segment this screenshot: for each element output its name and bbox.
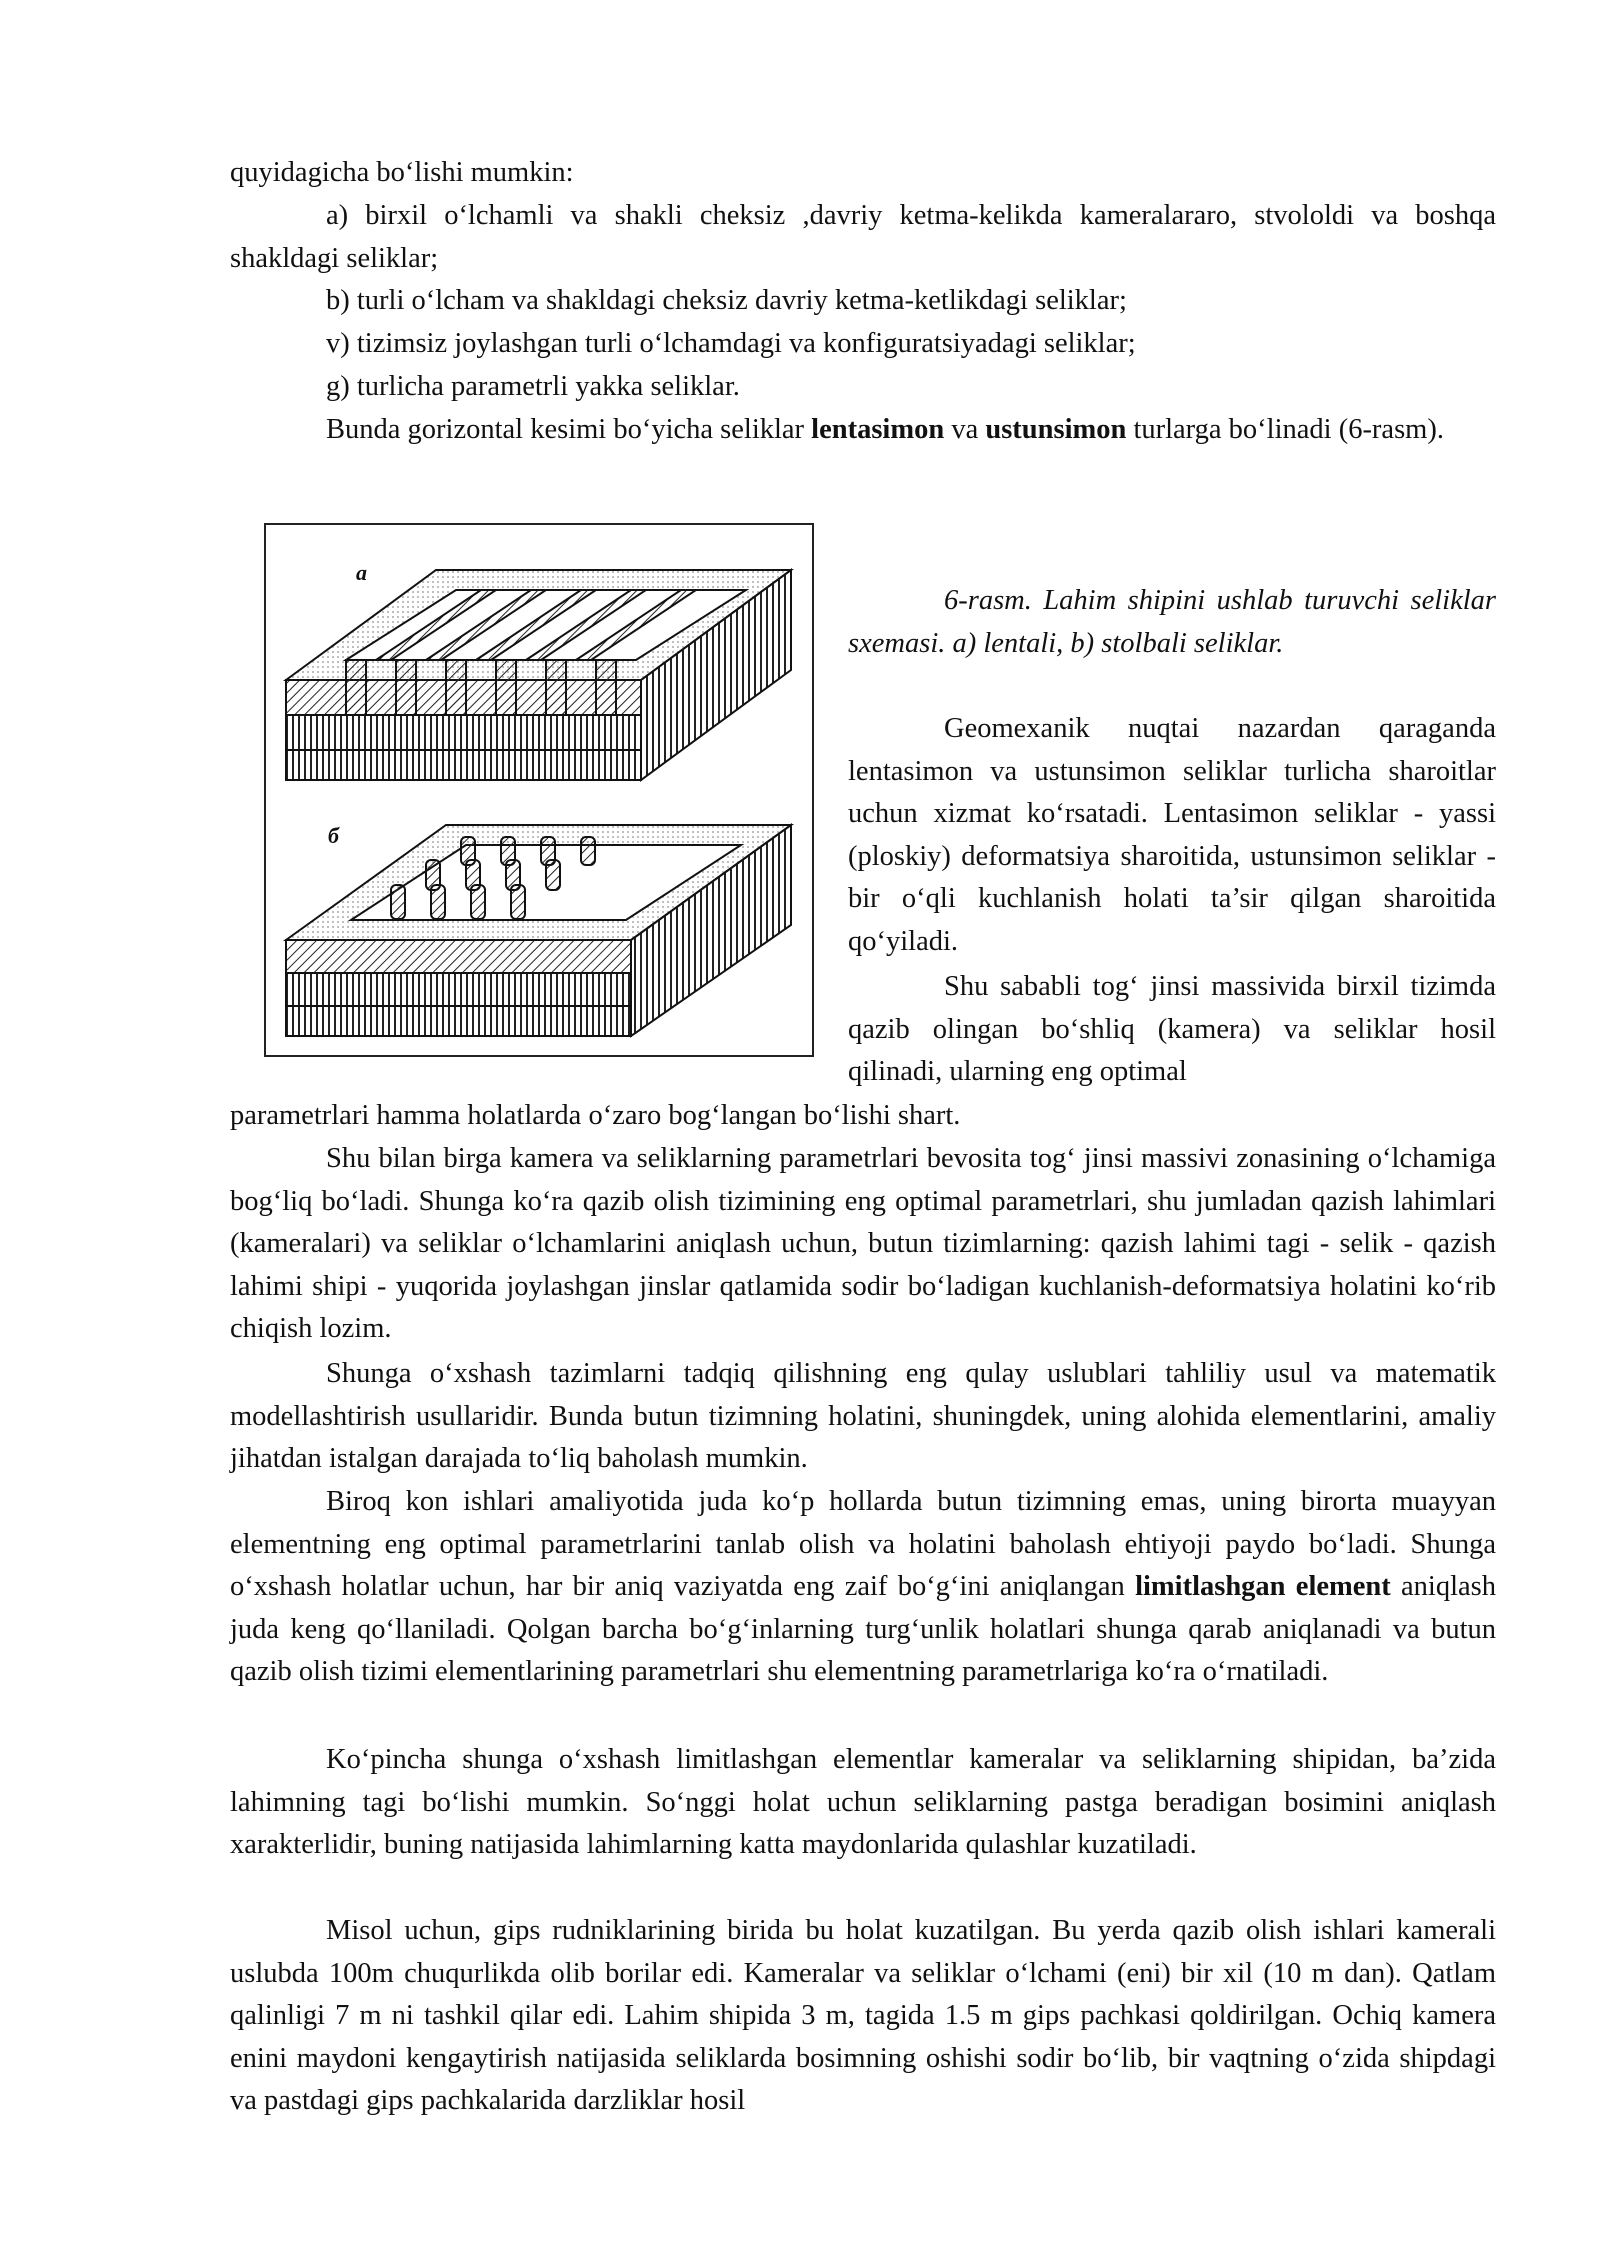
list-item-b: b) turli o‘lcham va shakldagi cheksiz davriy ketma-ketlikdagi seliklar;	[326, 285, 1127, 316]
paragraph-same-system-right: Shu sababli tog‘ jinsi massivida birxil tizimda qazib olingan bo‘shliq (kamera) va seliklar hosil qilinadi, ularning eng optimal	[848, 971, 1496, 1087]
figure-caption: 6-rasm. Lahim shipini ushlab turuvchi seliklar sxemasi. a) lentali, b) stolbali seliklar.	[848, 585, 1496, 659]
intro-line: quyidagicha bo‘lishi mumkin:	[230, 157, 574, 188]
paragraph-geomechanics: Geomexanik nuqtai nazardan qaraganda lentasimon va ustunsimon seliklar turlicha sharoitlar uchun xizmat ko‘rsatadi. Lentasimon seliklar - yassi (ploskiy) deformatsiya sharoitida, ustunsimon seliklar - bir o‘qli kuchlanish holati ta’sir qilgan sharoitida qo‘yiladi.	[848, 713, 1496, 957]
list-item-g: g) turlicha parametrli yakka seliklar.	[326, 371, 740, 402]
paragraph-same-system-continued: parametrlari hamma holatlarda o‘zaro bog‘langan bo‘lishi shart.	[230, 1100, 961, 1131]
scheme-a-strip-pillars	[286, 570, 791, 780]
list-item-a: a) birxil o‘lchamli va shakli cheksiz ,davriy ketma-kelikda kameralararo, stvololdi va boshqa shakldagi seliklar;	[230, 200, 1496, 274]
paragraph-methods: Shunga o‘xshash tazimlarni tadqiq qilishning eng qulay uslublari tahliliy usul va matematik modellashtirish usullaridir. Bunda butun tizimning holatini, shuningdek, uning alohida elementlarini, amaliy jihatdan istalgan darajada to‘liq baholash mumkin.	[230, 1358, 1496, 1474]
figure-pillar-schemes	[264, 523, 814, 1057]
list-item-v: v) tizimsiz joylashgan turli o‘lchamdagi va konfiguratsiyadagi seliklar;	[326, 328, 1136, 359]
scheme-b-column-pillars	[286, 825, 791, 1036]
term-ustunsimon: ustunsimon	[985, 414, 1127, 445]
paragraph-parameters: Shu bilan birga kamera va seliklarning parametrlari bevosita tog‘ jinsi massivi zonasining o‘lchamiga bog‘liq bo‘ladi. Shunga ko‘ra qazib olish tizimining eng optimal parametrlari, shu jumladan qazish lahimlari (kameralari) va seliklar o‘lchamlarini aniqlash uchun, butun tizimlarning: qazish lahimi tagi - selik - qazish lahimi shipi - yuqorida joylashgan jinslar qatlamida sodir bo‘ladigan kuchlanish-deformatsiya holatini ko‘rib chiqish lozim.	[230, 1143, 1496, 1344]
term-limiting-element: limitlashgan element	[1135, 1571, 1391, 1602]
scheme-b-label: б	[328, 823, 339, 848]
paragraph-limiting-element: Biroq kon ishlari amaliyotida juda ko‘p hollarda butun tizimning emas, uning birorta muayyan elementning eng optimal parametrlarini tanlab olish va holatini baholash ehtiyoji paydo bo‘ladi. Shunga o‘xshash holatlar uchun, har bir aniq vaziyatda eng zaif bo‘g‘ini aniqlangan limitlashgan element aniqlash juda keng qo‘llaniladi. Qolgan barcha bo‘g‘inlarning turg‘unlik holatlari shunga qarab aniqlanadi va butun qazib olish tizimi elementlarining parametrlari shu elementning parametrlariga ko‘ra o‘rnatiladi.	[230, 1486, 1496, 1687]
scheme-a-label: a	[356, 560, 367, 585]
paragraph-pillar-types: Bunda gorizontal kesimi bo‘yicha seliklar lentasimon va ustunsimon turlarga bo‘linadi (6-rasm).	[326, 414, 1444, 445]
paragraph-roof-floor: Ko‘pincha shunga o‘xshash limitlashgan elementlar kameralar va seliklarning shipidan, ba’zida lahimning tagi bo‘lishi mumkin. So‘nggi holat uchun seliklarning pastga beradigan bosimini aniqlash xarakterlidir, buning natijasida lahimlarning katta maydonlarida qulashlar kuzatiladi.	[230, 1744, 1496, 1860]
term-lentasimon: lentasimon	[811, 414, 945, 445]
paragraph-gypsum-example: Misol uchun, gips rudniklarining birida bu holat kuzatilgan. Bu yerda qazib olish ishlari kamerali uslubda 100m chuqurlikda olib borilar edi. Kameralar va seliklar o‘lchami (eni) bir xil (10 m dan). Qatlam qalinligi 7 m ni tashkil qilar edi. Lahim shipida 3 m, tagida 1.5 m gips pachkasi qoldirilgan. Ochiq kamera enini maydoni kengaytirish natijasida seliklarda bosimning oshishi sodir bo‘lib, bir vaqtning o‘zida shipdagi va pastdagi gips pachkalarida darzliklar hosil	[230, 1915, 1496, 2116]
